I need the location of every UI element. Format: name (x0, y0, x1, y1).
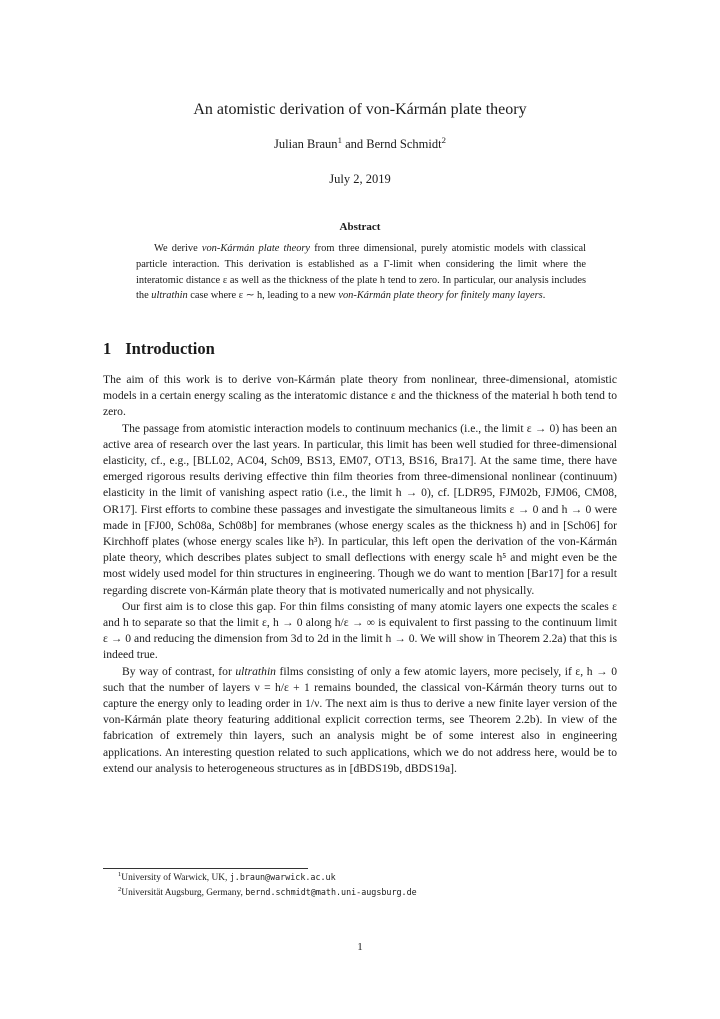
author-name: Julian Braun (274, 137, 338, 151)
abstract-heading: Abstract (339, 221, 381, 233)
affiliation-mark[interactable]: 1 (337, 134, 342, 145)
section-number: 1 (103, 339, 112, 358)
section-heading-introduction (103, 339, 215, 359)
section-title: Introduction (125, 339, 215, 358)
email-link[interactable]: bernd.schmidt@math.uni-augsburg.de (245, 886, 417, 897)
paragraph: By way of contrast, for ultrathin films consisting of only a few atomic layers, more pecisely, if ε, h → 0 such that the number of layers ν = h/ε + 1 remains bounded, the classical von-Kármán theory turns out to capture the energy only to leading order in 1/ν. The next aim is thus to derive a new finite layer version of the von-Kármán plate theory featuring additional explicit correction terms, see Theorem 2.2b). In view of the fabrication of extremely thin layers, such an analysis might be of some interest also in engineering applications. An interesting question related to such applications, which we do not address here, would be to extend our analysis to heterogeneous structures as in [dBDS19b, dBDS19a]. (103, 664, 617, 775)
footnote-divider (103, 868, 308, 869)
paper-date: July 2, 2019 (329, 172, 391, 186)
email-link[interactable]: j.braun@warwick.ac.uk (229, 872, 336, 882)
author-line (100, 134, 620, 152)
paper-title: An atomistic derivation of von-Kármán plate theory (193, 101, 527, 118)
footnotes (118, 871, 618, 900)
page-number: 1 (357, 941, 363, 953)
introduction-body (103, 372, 617, 777)
author-joiner: and (341, 137, 367, 151)
paragraph: The passage from atomistic interaction models to continuum mechanics (i.e., the limit ε → 0) has been an active area of research over the last years. In particular, this limit has been well studied for three-dimensional elasticity, cf., e.g., [BLL02, AC04, Sch09, BS13, EM07, OT13, BS16, Bra17]. At the same time, there have emerged rigorous results deriving effective thin film theories from three-dimensional nonlinear (continuum) elasticity in the limit of vanishing aspect ratio (i.e., the limit h → 0), cf. [LDR95, FJM02b, FJM06, CM08, OR17]. First efforts to combine these passages and investigate the simultaneous limits ε → 0 and h → 0 were made in [FJ00, Sch08a, Sch08b] for membranes (whose energy scales as the thickness h) and in [Sch06] for Kirchhoff plates (whose energy scales like h³). In particular, this left open the derivation of the von-Kármán plate theory, which describes plates subject to small deflections with energy scale h⁵ and might even be the most widely used model for thin structures in engineering. Though we do want to mention [Bar17] for a result regarding discrete von-Kármán plate theory that is motivated numerically and not physically. (103, 421, 617, 597)
footnote: $^1$University of Warwick, UK, j.braun@warwick.ac.uk (118, 870, 336, 883)
affiliation-mark[interactable]: 2 (441, 134, 446, 145)
paragraph: Our first aim is to close this gap. For thin films consisting of many atomic layers one expects the scales ε and h to separate so that the limit ε, h → 0 along h/ε → ∞ is equivalent to first passing to the continuum limit ε → 0 and reducing the dimension from 3d to 2d in the limit h → 0. We will show in Theorem 2.2a) that this is indeed true. (103, 599, 617, 662)
paragraph: The aim of this work is to derive von-Kármán plate theory from nonlinear, three-dimensional, atomistic models in a certain energy scaling as the interatomic distance ε and the thickness of the material h both tend to zero. (103, 373, 617, 419)
abstract-body: We derive von-Kármán plate theory from three dimensional, purely atomistic models with classical particle interaction. This derivation is established as a Γ-limit when considering the limit where the interatomic distance ε as well as the thickness of the plate h tend to zero. In particular, our analysis includes the ultrathin case where ε ∼ h, leading to a new von-Kármán plate theory for finitely many layers. (136, 243, 586, 302)
footnote: $^2$Universität Augsburg, Germany, bernd.schmidt@math.uni-augsburg.de (118, 885, 417, 898)
author-name: Bernd Schmidt (366, 137, 442, 151)
